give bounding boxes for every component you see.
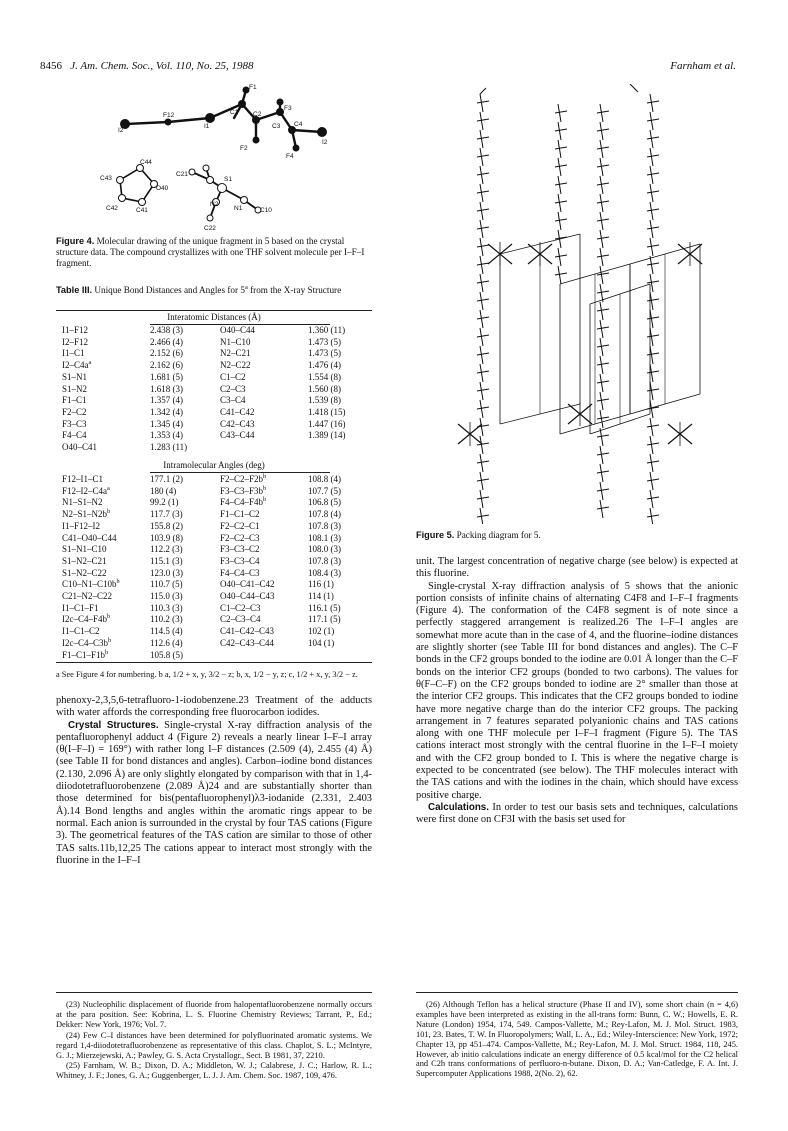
angles-table bbox=[62, 474, 358, 661]
paragraph bbox=[56, 720, 372, 868]
atom-label: F4 bbox=[286, 153, 294, 160]
atom-label: F3 bbox=[284, 105, 292, 112]
table-cell: F3–C3–C4 bbox=[220, 555, 260, 566]
table-cell: 105.8 (5) bbox=[150, 649, 183, 660]
table-cell: F12–I1–C1 bbox=[62, 474, 104, 484]
table-cell: 116.1 (5) bbox=[308, 602, 341, 613]
table-top-rule bbox=[56, 310, 372, 311]
table-cell: 117.1 (5) bbox=[308, 614, 341, 625]
table-row bbox=[62, 419, 358, 431]
figure-4-molecular-drawing bbox=[60, 84, 360, 236]
table-row bbox=[62, 442, 358, 454]
references-left bbox=[56, 1000, 372, 1082]
table-cell: C43–C44 bbox=[220, 430, 255, 441]
table-cell: I1–C1–F1 bbox=[62, 602, 99, 613]
figure-5-caption-text: Packing diagram for 5. bbox=[456, 530, 541, 540]
table-cell: I1–C1–C2 bbox=[62, 626, 100, 637]
table-cell: $F12-I2-C4a^a$ bbox=[62, 484, 110, 496]
table-cell bbox=[220, 442, 308, 454]
table-cell: 1.353 (4) bbox=[150, 430, 183, 441]
table-cell: C42–C43–C44 bbox=[220, 637, 275, 648]
reference: (23) Nucleophilic displacement of fluoride from halopentafluorobenzene normally occurs at the para position. See: Kobrina, L. S. Fluorine Chemistry Reviews; Tarrant, P., Ed.; Dekker: New York, 1976; Vol. 7. bbox=[56, 1000, 372, 1029]
table-cell: S1–N2–C22 bbox=[62, 567, 107, 578]
table-cell: 1.681 (5) bbox=[150, 371, 183, 382]
table-cell: 110.7 (5) bbox=[150, 579, 183, 590]
table-cell: 1.447 (16) bbox=[308, 418, 346, 429]
table-cell: 99.2 (1) bbox=[150, 497, 179, 508]
table-row bbox=[62, 337, 358, 349]
table-cell: 107.7 (5) bbox=[308, 485, 341, 496]
atom-label: C21 bbox=[176, 171, 188, 178]
atom-label: C2 bbox=[253, 111, 262, 118]
table-cell: 2.162 (6) bbox=[150, 360, 183, 371]
table-row bbox=[62, 650, 358, 662]
table-3-title-text-end: from the X-ray Structure bbox=[247, 285, 342, 295]
table-cell: 107.8 (3) bbox=[308, 520, 341, 531]
table-cell: C41–C42–C43 bbox=[220, 626, 275, 637]
table-cell: 103.9 (8) bbox=[150, 532, 183, 543]
table-cell: C41–O40–C44 bbox=[62, 532, 117, 543]
distances-heading: Interatomic Distances (Å) bbox=[167, 312, 261, 322]
table-cell: C2–C3 bbox=[220, 383, 246, 394]
table-cell: 155.8 (2) bbox=[150, 520, 183, 531]
table-row bbox=[62, 568, 358, 580]
table-cell: $I2c-C4-F4b^b$ bbox=[62, 613, 111, 625]
table-cell: S1–N1 bbox=[62, 371, 88, 382]
reference: (25) Farnham, W. B.; Dixon, D. A.; Middleton, W. J.; Calabrese, J. C.; Harlow, R. L.; Whitney, J. F.; Jones, G. A.; Guggenberger, L. J. J. Am. Chem. Soc. 1987, 109, 476. bbox=[56, 1061, 372, 1081]
paragraph: Single-crystal X-ray diffraction analysis of 5 shows that the anionic portion consists of infinite chains of alternating C4F8 and I–F–I fragments (Figure 4). The conformation of the C4F8 segment is of note since a perfectly staggered arrangement is realized.26 The I–F–I angles are somewhat more acute than in the case of 4, and the fluorine–iodine distances are slightly shorter (see Table III for bond distances and angles). The C–F bonds in the CF2 groups bonded to the iodine are 0.01 Å longer than the C–F bonds on the interior CF2 groups (bonded to two carbons). The values for θ(F–C–F) on the CF2 groups bonded to iodine are 2° smaller than those at the interior CF2 groups. This indicates that the CF2 groups bonded to iodine have more negative charge than do the interior CF2 groups. The packing arrangement in 7 features separated polyanionic chains and TAS cations along with one THF molecule per I–F–I fragment (Figure 5). The TAS cations interact most strongly with the central fluorine in the I–F–I moiety and with the CF2 group bonded to I. This is where the negative charge is expected to be concentrated (see below). The THF molecules interact with the TAS cations and with the iodines in the chain, which should have excess positive charge. bbox=[416, 580, 738, 801]
paragraph-text: Single-crystal X-ray diffraction analysis of the pentafluorophenyl adduct 4 (Figure 2) reveals a nearly linear I–F–I array (θ(I–F–I) = 169°) with rather long I–F distances (2.509 (4), 2.455 (4) Å) (see Table II for bond distances and angles). Carbon–iodine bond distances (2.130, 2.096 Å) are only slightly elongated by comparison with that in 1,4-diiodotetrafluorobenzene (2.089 Å)24 and are substantially shorter than those determined for bis(pentafluorophenyl)λ3-iodanide (2.331, 2.403 Å).14 Bond lengths and angles within the aromatic rings appear to be normal. Each anion is surrounded in the crystal by four TAS cations (Figure 3). The geometrical features of the TAS cation are similar to those of other TAS salts.11b,12,25 The cations appear to interact most strongly with the fluorine in the I–F–I bbox=[56, 719, 372, 866]
table-cell: 102 (1) bbox=[308, 626, 335, 637]
table-cell: $F2-C2-F2b^b$ bbox=[220, 473, 267, 484]
journal-citation: J. Am. Chem. Soc., Vol. 110, No. 25, 1988 bbox=[70, 60, 254, 72]
table-cell: O40–C44 bbox=[220, 325, 256, 335]
atom-label: F1 bbox=[249, 84, 257, 91]
table-cell: F2–C2–C3 bbox=[220, 532, 260, 543]
table-cell: F3–C3–C2 bbox=[220, 544, 260, 555]
atom-label: C44 bbox=[140, 159, 152, 166]
footnote-rule-left bbox=[56, 992, 372, 993]
table-cell: C42–C43 bbox=[220, 418, 255, 429]
table-cell: 110.3 (3) bbox=[150, 602, 183, 613]
table-cell: $I2-C4a^a$ bbox=[62, 359, 92, 371]
table-cell: 1.345 (4) bbox=[150, 418, 183, 429]
table-bottom-rule bbox=[56, 662, 372, 663]
right-column-body bbox=[416, 556, 738, 827]
table-row bbox=[62, 614, 358, 626]
table-cell: $C10-N1-C10b^b$ bbox=[62, 578, 120, 590]
table-row bbox=[62, 544, 358, 556]
table-cell: O40–C44–C43 bbox=[220, 591, 275, 602]
table-row bbox=[62, 556, 358, 568]
atom-label: C42 bbox=[106, 205, 118, 212]
paragraph: phenoxy-2,3,5,6-tetrafluoro-1-iodobenzene.23 Treatment of the adducts with water affords the corresponding free fluorocarbon iodides. bbox=[56, 695, 372, 719]
table-cell: 1.539 (8) bbox=[308, 395, 341, 406]
table-row bbox=[62, 372, 358, 384]
atom-label: C41 bbox=[136, 207, 148, 214]
table-cell: 1.283 (11) bbox=[150, 442, 188, 453]
atom-label: C4 bbox=[294, 121, 303, 128]
table-cell: 115.1 (3) bbox=[150, 555, 183, 566]
table-cell: 1.342 (4) bbox=[150, 406, 183, 417]
table-cell bbox=[220, 650, 308, 662]
table-cell: 1.389 (14) bbox=[308, 430, 346, 441]
table-3-label: Table III. bbox=[56, 285, 93, 295]
table-cell: 116 (1) bbox=[308, 579, 334, 590]
running-header bbox=[40, 60, 253, 72]
table-row bbox=[62, 579, 358, 591]
table-cell: 1.554 (8) bbox=[308, 371, 341, 382]
table-3-footnote: a See Figure 4 for numbering. b a, 1/2 + x, y, 3/2 − z; b, x, 1/2 − y, z; c, 1/2 + x, y, 3/2 − z. bbox=[56, 670, 358, 679]
atom-label: N2 bbox=[210, 201, 219, 208]
angles-heading-rule bbox=[150, 472, 330, 473]
table-cell: $F1-C1-F1b^b$ bbox=[62, 648, 109, 660]
table-cell: $N2-S1-N2b^b$ bbox=[62, 508, 111, 520]
table-cell: O40–C41 bbox=[62, 442, 98, 453]
table-cell: C1–C2–C3 bbox=[220, 602, 261, 613]
table-cell: N1–S1–N2 bbox=[62, 497, 103, 508]
table-cell: F4–C4 bbox=[62, 430, 87, 441]
table-cell: 1.360 (11) bbox=[308, 325, 346, 335]
figure-5-label: Figure 5. bbox=[416, 530, 455, 540]
table-3-title bbox=[56, 285, 372, 296]
atom-label: F12 bbox=[163, 112, 175, 119]
table-cell: C3–C4 bbox=[220, 395, 246, 406]
table-cell: 108.0 (3) bbox=[308, 544, 341, 555]
table-cell: O40–C41–C42 bbox=[220, 579, 275, 590]
atom-label: I2 bbox=[322, 139, 328, 146]
table-row bbox=[62, 521, 358, 533]
table-cell bbox=[308, 650, 358, 662]
table-cell: 123.0 (3) bbox=[150, 567, 183, 578]
atom-label: I1 bbox=[204, 123, 210, 130]
table-cell: F1–C1–C2 bbox=[220, 509, 260, 520]
atom-label: C3 bbox=[272, 123, 281, 130]
table-cell: 108.1 (3) bbox=[308, 532, 341, 543]
table-cell: F1–C1 bbox=[62, 395, 87, 406]
paragraph-text: In order to test our basis sets and techniques, calculations were first done on CF3I with the basis set used for bbox=[416, 801, 738, 826]
table-row bbox=[62, 486, 358, 498]
atom-label: N1 bbox=[234, 205, 243, 212]
atom-label: C43 bbox=[100, 175, 112, 182]
paragraph: unit. The largest concentration of negative charge (see below) is expected at this fluorine. bbox=[416, 556, 738, 580]
table-cell: 107.8 (3) bbox=[308, 555, 341, 566]
table-cell bbox=[308, 442, 358, 454]
figure-4-label: Figure 4. bbox=[56, 236, 95, 246]
table-cell: 117.7 (3) bbox=[150, 509, 183, 520]
table-cell: I2–F12 bbox=[62, 336, 89, 347]
table-cell: C21–N2–C22 bbox=[62, 591, 113, 602]
table-cell: S1–N2 bbox=[62, 383, 88, 394]
running-header-authors: Farnham et al. bbox=[670, 60, 736, 72]
table-cell: $I2c-C4-C3b^b$ bbox=[62, 636, 112, 648]
table-row bbox=[62, 325, 358, 337]
angles-heading: Intramolecular Angles (deg) bbox=[163, 460, 265, 470]
table-cell: I1–F12–I2 bbox=[62, 520, 100, 531]
figure-5-packing-diagram bbox=[440, 84, 740, 524]
table-cell: I1–C1 bbox=[62, 348, 85, 359]
table-cell: 112.6 (4) bbox=[150, 637, 183, 648]
page-number: 8456 bbox=[40, 60, 62, 72]
table-row bbox=[62, 533, 358, 545]
table-cell: 2.152 (6) bbox=[150, 348, 183, 359]
table-cell: 1.476 (4) bbox=[308, 360, 341, 371]
figure-4-caption bbox=[56, 236, 372, 269]
atom-label: C10 bbox=[260, 207, 272, 214]
atom-label: C22 bbox=[204, 225, 216, 232]
table-cell: 1.473 (5) bbox=[308, 336, 341, 347]
table-row bbox=[62, 626, 358, 638]
atom-label: C1 bbox=[230, 109, 239, 116]
table-3-title-sup: a bbox=[244, 283, 248, 291]
distances-table bbox=[62, 325, 358, 454]
section-heading: Crystal Structures. bbox=[68, 719, 159, 731]
reference: (26) Although Teflon has a helical structure (Phase II and IV), some short chain (n = 4,6) examples have been interpreted as existing in the all-trans form: Bunn, C. W.; Howells, E. R. Nature (London) 1954, 174, 549. Campos-Vallette, M.; Rey-Lafon, M. J. Mol. Struct. 1983, 101, 23. Bates, T. W. In Fluoropolymers; Wall, L. A., Ed.; Wiley-Interscience: New York, 1972; Chapter 13, pp 451–474. Campos-Vallette, M.; Rey-Lafon, M. J. Mol. Struct. 1984, 118, 245. However, ab initio calculations indicate an energy difference of 0.5 kcal/mol for the C2 helical and C2h trans conformations of perfluoro-n-butane. Dixon, D. A.; Van-Catledge, F. A. Int. J. Supercomputer Applications 1988, 2(No. 2), 62. bbox=[416, 1000, 738, 1079]
table-cell: 110.2 (3) bbox=[150, 614, 183, 625]
table-cell: F4–C4–C3 bbox=[220, 567, 260, 578]
table-cell: S1–N1–C10 bbox=[62, 544, 107, 555]
table-cell: F3–C3 bbox=[62, 418, 87, 429]
table-row bbox=[62, 509, 358, 521]
table-cell: 104 (1) bbox=[308, 637, 335, 648]
atom-label: I2 bbox=[118, 127, 124, 134]
table-cell: 180 (4) bbox=[150, 485, 177, 496]
table-row bbox=[62, 591, 358, 603]
table-cell: F2–C2 bbox=[62, 406, 87, 417]
table-cell: 112.2 (3) bbox=[150, 544, 183, 555]
table-cell: 1.473 (5) bbox=[308, 348, 341, 359]
atom-label: S1 bbox=[224, 176, 232, 183]
figure-4-caption-text: Molecular drawing of the unique fragment in 5 based on the crystal structure data. The compound crystallizes with one THF solvent molecule per I–F–I fragment. bbox=[56, 236, 365, 268]
table-row bbox=[62, 430, 358, 442]
table-cell: C1–C2 bbox=[220, 371, 246, 382]
table-row bbox=[62, 384, 358, 396]
atom-label: O40 bbox=[156, 185, 169, 192]
paragraph bbox=[416, 802, 738, 827]
table-cell: 108.4 (3) bbox=[308, 567, 341, 578]
table-cell: N1–C10 bbox=[220, 336, 251, 347]
table-cell: N2–C22 bbox=[220, 360, 251, 371]
table-cell: I1–F12 bbox=[62, 325, 89, 335]
table-cell: 115.0 (3) bbox=[150, 591, 183, 602]
reference: (24) Few C–I distances have been determined for polyfluorinated aromatic systems. We regard 1,4-diiodotetrafluorobenzene as representative of this class. Chaplot, S. L.; McIntyre, G. J.; Mierzejewski, A.; Pawley, G. S. Acta Crystallogr., Sect. B 1981, 37, 2210. bbox=[56, 1030, 372, 1060]
references-right bbox=[416, 1000, 738, 1080]
atom-label: F2 bbox=[240, 145, 248, 152]
table-cell: 106.8 (5) bbox=[308, 497, 341, 508]
footnote-rule-right bbox=[416, 992, 738, 993]
table-row bbox=[62, 360, 358, 372]
table-cell: 2.466 (4) bbox=[150, 336, 183, 347]
table-row bbox=[62, 395, 358, 407]
table-cell: $F3-C3-F3b^b$ bbox=[220, 484, 267, 496]
table-cell: 114.5 (4) bbox=[150, 626, 183, 637]
table-cell: 1.618 (3) bbox=[150, 383, 183, 394]
table-row bbox=[62, 407, 358, 419]
left-column-body bbox=[56, 695, 372, 867]
table-row bbox=[62, 348, 358, 360]
table-cell: 107.8 (4) bbox=[308, 509, 341, 520]
table-3-title-text: Unique Bond Distances and Angles for 5 bbox=[94, 285, 245, 295]
table-cell: F2–C2–C1 bbox=[220, 520, 260, 531]
table-cell: 1.357 (4) bbox=[150, 395, 183, 406]
table-cell: C2–C3–C4 bbox=[220, 614, 261, 625]
table-cell: 108.8 (4) bbox=[308, 474, 341, 484]
table-cell: 114 (1) bbox=[308, 591, 334, 602]
table-cell: $F4-C4-F4b^b$ bbox=[220, 496, 267, 508]
table-cell: C41–C42 bbox=[220, 406, 255, 417]
table-cell: 177.1 (2) bbox=[150, 474, 183, 484]
table-cell: 1.418 (15) bbox=[308, 406, 346, 417]
table-cell: S1–N2–C21 bbox=[62, 555, 107, 566]
figure-5-caption bbox=[416, 530, 736, 540]
table-cell: N2–C21 bbox=[220, 348, 251, 359]
table-cell: 2.438 (3) bbox=[150, 325, 183, 335]
section-heading: Calculations. bbox=[428, 801, 489, 813]
table-cell: 1.560 (8) bbox=[308, 383, 341, 394]
